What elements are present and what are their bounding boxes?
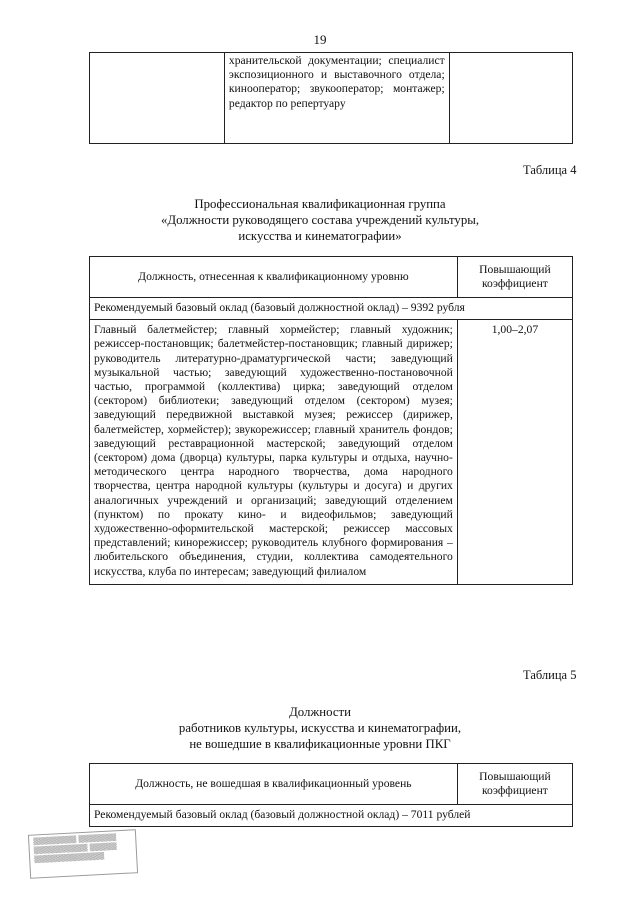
coefficient-cell: 1,00–2,07 [457, 320, 572, 585]
salary-text: Рекомендуемый базовый оклад (базовый должностной оклад) – 9392 рубля [90, 298, 573, 320]
table-row [90, 320, 573, 585]
heading-line: не вошедшие в квалификационные уровни ПКГ [189, 737, 451, 751]
heading-line: «Должности руководящего состава учреждений культуры, [160, 213, 480, 227]
column-header-position: Должность, отнесенная к квалификационному уровню [90, 257, 458, 298]
table5-heading [0, 704, 640, 752]
heading-line: Должности [289, 705, 351, 719]
empty-cell [449, 53, 572, 144]
column-header-coefficient: Повышающий коэффициент [457, 257, 572, 298]
salary-text: Рекомендуемый базовый оклад (базовый должностной оклад) – 7011 рублей [90, 805, 573, 827]
heading-line: работников культуры, искусства и кинематографии, [178, 721, 462, 735]
table4 [89, 256, 573, 585]
heading-line: Профессиональная квалификационная группа [194, 197, 446, 211]
table4-caption: Таблица 4 [523, 163, 577, 177]
continuation-table [89, 52, 573, 144]
salary-row [90, 805, 573, 827]
page-number: 19 [313, 32, 327, 47]
table5-caption: Таблица 5 [523, 668, 577, 682]
table-header-row [90, 257, 573, 298]
heading-line: искусства и кинематографии» [238, 229, 402, 243]
table-header-row [90, 764, 573, 805]
column-header-position: Должность, не вошедшая в квалификационный уровень [90, 764, 458, 805]
positions-cell: хранительской документации; специалист экспозиционного и выставочного отдела; кинооператор; звукооператор; монтажер; редактор по репертуару [224, 53, 449, 144]
positions-cell: Главный балетмейстер; главный хормейстер; главный художник; режиссер-постановщик; балетмейстер-постановщик; главный дирижер; руководитель литературно-драматургической части; заведующий музыкальной частью; заведующий художественно-постановочной частью, программой (коллектива) цирка; заведующий отделом (сектором) библиотеки; заведующий отделом (сектором) музея; заведующий передвижной выставкой музея; режиссер (дирижер, балетмейстер, хормейстер); звукорежиссер; главный хранитель фондов; заведующий реставрационной мастерской; заведующий отделом (сектором) дома (дворца) культуры, парка культуры и отдыха, научно-методического центра народного творчества, дома народного творчества, центра народной культуры (культуры и досуга) и других аналогичных учреждений и организаций; заведующий отделением (пунктом) по прокату кино- и видеофильмов; заведующий художественно-оформительской мастерской; режиссер массовых представлений; кинорежиссер; руководитель клубного формирования – любительского объединения, студии, коллектива самодеятельного искусства, клуба по интересам; заведующий филиалом [90, 320, 458, 585]
table4-heading [0, 196, 640, 244]
table5 [89, 763, 573, 827]
certification-stamp: ▒▒▒▒▒▒▒▒ ▒▒▒▒▒▒▒ ▒▒▒▒▒▒▒▒▒▒ ▒▒▒▒▒ ▒▒▒▒▒▒▒▒▒▒▒▒▒ [28, 829, 138, 879]
salary-row [90, 298, 573, 320]
column-header-coefficient: Повышающий коэффициент [457, 764, 572, 805]
empty-cell [90, 53, 225, 144]
